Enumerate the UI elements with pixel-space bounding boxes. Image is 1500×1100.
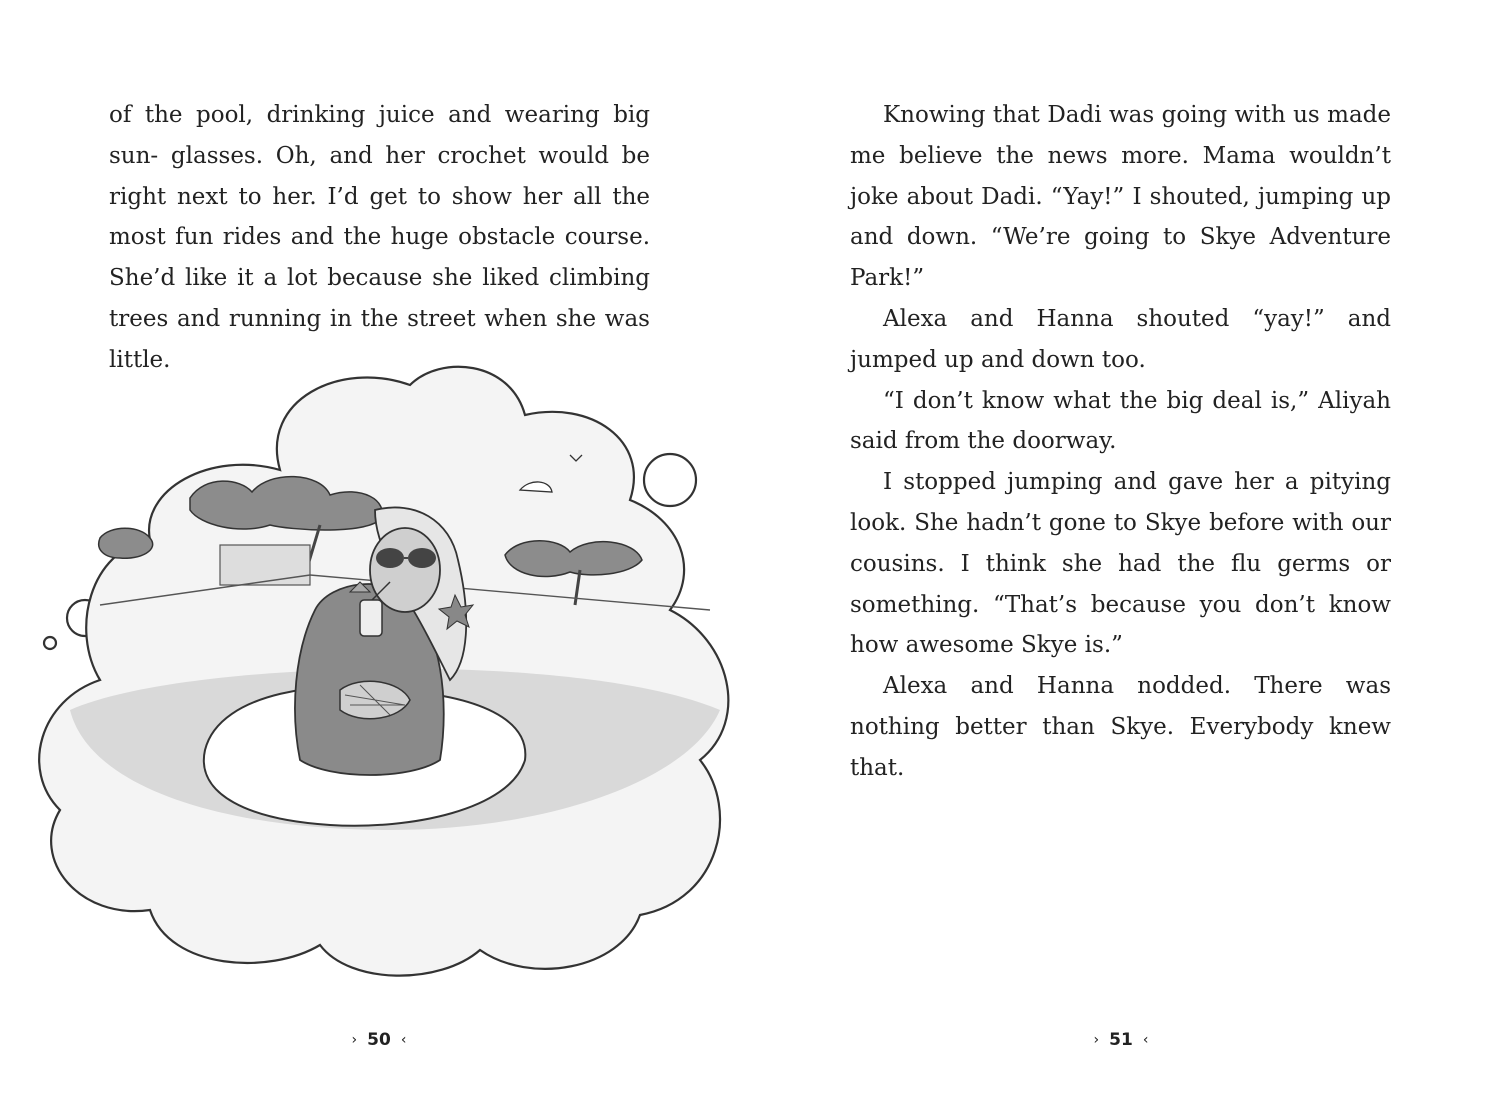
juice-glass: [360, 600, 382, 636]
poolside-fence: [220, 545, 310, 585]
right-page-folio: [1021, 1030, 1221, 1050]
text-line: glasses. Oh, and her crochet would be right next: [109, 142, 651, 210]
bush-left: [99, 528, 153, 558]
sunglasses-right: [408, 548, 436, 568]
text-line: the street when she was little.: [109, 305, 650, 373]
folio-ornament-left: ›: [351, 1032, 358, 1048]
folio-ornament-right: ‹: [400, 1032, 407, 1048]
sunglasses-left: [376, 548, 404, 568]
folio-ornament-left: ›: [1093, 1032, 1100, 1048]
left-paragraph: [109, 95, 650, 381]
face: [370, 528, 440, 612]
text-line: to her. I’d get to show her all the most fun rides: [109, 183, 651, 251]
paragraph: Alexa and Hanna shouted “yay!” and jumped up and down too.: [850, 305, 1391, 373]
folio-ornament-right: ‹: [1142, 1032, 1149, 1048]
paragraph: “I don’t know what the big deal is,” Aliyah said from the doorway.: [850, 387, 1391, 455]
paragraph: I stopped jumping and gave her a pitying look. She hadn’t gone to Skye before with our cousins. I think she had the flu germs or something. “That’s because you don’t know how awesome Skye is.”: [850, 469, 1391, 659]
paragraph: Alexa and Hanna nodded. There was nothing better than Skye. Everybody knew that.: [850, 673, 1391, 781]
left-page-folio: [279, 1030, 479, 1050]
paragraph: Knowing that Dadi was going with us made me believe the news more. Mama wouldn’t joke about Dadi. “Yay!” I shouted, jumping up and down. “We’re going to Skye Adventure Park!”: [850, 102, 1391, 292]
text-line: of the pool, drinking juice and wearing big sun-: [109, 102, 650, 169]
right-page: [750, 0, 1500, 1100]
text-line: because she liked climbing trees and running in: [109, 265, 650, 332]
thought-bubble-large: [644, 454, 696, 506]
page-number: 51: [1109, 1030, 1133, 1050]
text-line: and the huge obstacle course. She’d like it a lot: [109, 224, 651, 292]
right-text-block: [850, 95, 1391, 789]
page-number: 50: [367, 1030, 391, 1050]
thought-bubble-left-small: [44, 637, 56, 649]
left-text-block: [109, 95, 650, 381]
thought-cloud-illustration: [30, 360, 750, 980]
